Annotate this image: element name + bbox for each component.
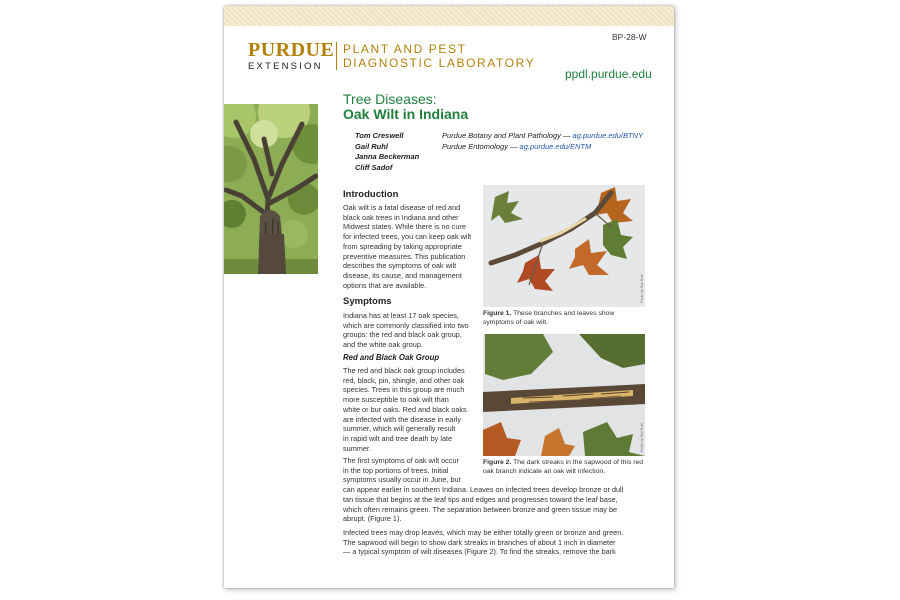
lab-name-line-1: PLANT AND PEST xyxy=(343,42,467,56)
affiliation-link[interactable]: ag.purdue.edu/BTNY xyxy=(572,131,643,140)
author-name: Gail Ruhl xyxy=(355,141,388,151)
author-list xyxy=(355,131,419,173)
text-line: preventive measures. This publication xyxy=(343,251,466,261)
author-name: Cliff Sadof xyxy=(355,162,393,172)
affiliation-link[interactable]: ag.purdue.edu/ENTM xyxy=(519,141,592,151)
site-url-link[interactable]: ppdl.purdue.edu xyxy=(565,67,652,81)
section-heading-introduction: Introduction xyxy=(343,189,399,200)
text-line: The red and black oak group includes xyxy=(343,366,465,375)
figure-label: Figure 1. xyxy=(483,310,512,317)
text-line: disease, its cause, and management xyxy=(343,270,462,280)
figure-1-caption xyxy=(483,310,645,327)
text-line: in rapid wilt and tree death by late xyxy=(343,433,453,443)
affiliation-item xyxy=(442,131,643,142)
document-category: Tree Diseases: xyxy=(343,91,437,107)
logo-subtitle: EXTENSION xyxy=(248,61,323,72)
figure-2-photo xyxy=(483,334,645,456)
decorative-header-band xyxy=(224,6,674,26)
text-line: The first symptoms of oak wilt occur xyxy=(343,456,459,465)
document-code: BP-28-W xyxy=(612,32,647,42)
figure-label: Figure 2. xyxy=(483,459,512,466)
text-line: can appear earlier in southern Indiana. Leaves on infected trees develop bronze or dull xyxy=(343,485,624,495)
red-black-oak-paragraph xyxy=(343,366,467,453)
subheading-red-black-oak: Red and Black Oak Group xyxy=(343,353,440,362)
affiliation-item xyxy=(442,142,643,153)
figure-1 xyxy=(483,185,645,327)
logo-divider xyxy=(336,42,337,70)
figure-2 xyxy=(483,334,645,476)
logo-wordmark: PURDUE xyxy=(248,39,335,61)
symptoms-paragraph xyxy=(343,311,469,350)
text-line: which often remains green. The separation between bronze and green tissue may be xyxy=(343,504,618,514)
purdue-extension-logo xyxy=(248,39,335,72)
oak-tree-photo xyxy=(224,104,318,274)
affiliation-list xyxy=(442,131,643,152)
text-line: species. Trees in this group are much xyxy=(343,385,465,395)
text-line: tan tissue that begins at the leaf tips and edges and progresses toward the leaf base, xyxy=(343,494,618,504)
affiliation-text: Purdue Entomology — xyxy=(442,141,520,151)
text-line: more susceptible to oak wilt than xyxy=(343,395,449,405)
text-line: black oak trees in Indiana and other xyxy=(343,212,459,222)
author-name: Tom Creswell xyxy=(355,131,404,140)
text-line: abrupt. (Figure 1). xyxy=(343,514,402,524)
text-line: options that are available. xyxy=(343,280,427,290)
text-line: summer, which will generally result xyxy=(343,424,456,434)
text-line: describes the symptoms of oak wilt xyxy=(343,261,457,271)
text-line: and the white oak group. xyxy=(343,340,423,350)
document-title: Oak Wilt in Indiana xyxy=(343,106,469,122)
text-line: Indiana has at least 17 oak species, xyxy=(343,311,460,320)
text-line: white or bur oaks. Red and black oaks xyxy=(343,404,467,414)
text-line: — a typical symptom of wilt diseases (Figure 2). To find the streaks, remove the bark xyxy=(343,547,616,557)
lab-name xyxy=(343,42,535,70)
author-name: Janna Beckerman xyxy=(355,152,420,161)
text-line: summer. xyxy=(343,443,371,453)
introduction-paragraph xyxy=(343,203,471,290)
text-line: are infected with the disease in early xyxy=(343,414,462,424)
text-line: for infected trees, you can keep oak wilt xyxy=(343,232,472,242)
figure-caption-text: The dark streaks in the sapwood of this red oak branch indicate an oak wilt infection. xyxy=(483,459,644,475)
text-line: The sapwood will begin to show dark streaks in branches of about 1 inch in diameter xyxy=(343,537,616,547)
figure-2-caption xyxy=(483,459,645,476)
text-line: Oak wilt is a fatal disease of red and xyxy=(343,203,461,212)
figure-caption-text: These branches and leaves show symptoms of oak wilt. xyxy=(483,310,615,326)
text-line: which are commonly classified into two xyxy=(343,320,469,330)
text-line: red, black, pin, shingle, and other oak xyxy=(343,375,465,385)
text-line: Infected trees may drop leaves, which may be either totally green or bronze and green. xyxy=(343,528,624,537)
leaf-drop-paragraph xyxy=(343,528,623,557)
photo-credit: Photo by Gail Ruhl xyxy=(640,273,644,303)
text-line: from spreading by taking appropriate xyxy=(343,241,462,251)
text-line: Midwest states. While there is no cure xyxy=(343,222,466,232)
lab-name-line-2: DIAGNOSTIC LABORATORY xyxy=(343,56,536,70)
figure-1-photo xyxy=(483,185,645,307)
section-heading-symptoms: Symptoms xyxy=(343,296,392,307)
text-line: symptoms usually occur in June, but xyxy=(343,475,461,485)
photo-credit: Photo by Gail Ruhl xyxy=(640,422,644,452)
text-line: in the top portions of trees. Initial xyxy=(343,465,449,475)
document-page xyxy=(224,6,674,588)
text-line: groups: the red and black oak group, xyxy=(343,330,462,340)
affiliation-text: Purdue Botany and Plant Pathology — xyxy=(442,131,573,140)
